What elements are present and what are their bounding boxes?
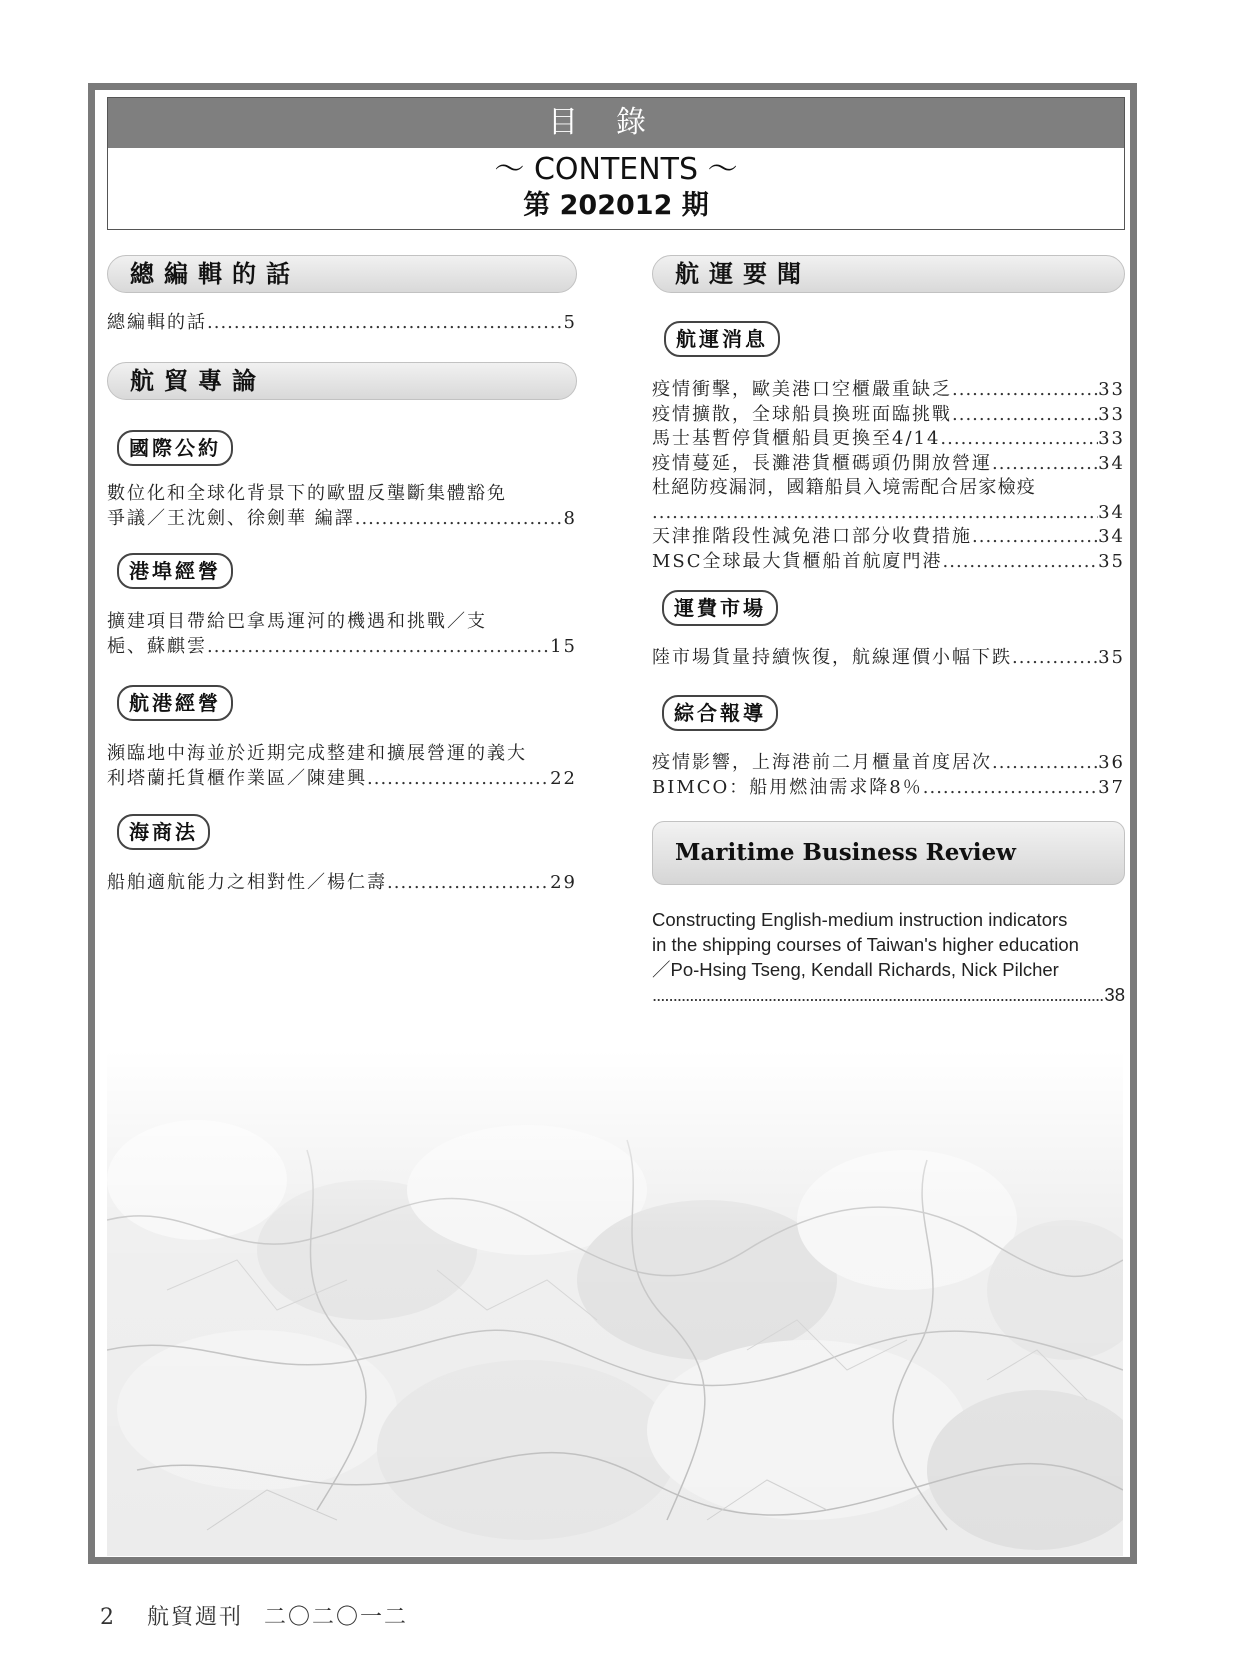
footer-date: 二〇二〇一二 (264, 1605, 409, 1630)
toc-entry[interactable]: 疫情擴散，全球船員換班面臨挑戰 ..... 33 (652, 403, 1125, 428)
toc-entry-english-medium-instruction[interactable]: Constructing English-medium instruction indicators in the shipping courses of Taiwan's higher education ／Po-Hsing Tseng, Kendall Richards, Nick Pilcher ..... 38 (652, 907, 1125, 1007)
general-reports-list (652, 750, 1125, 800)
section-editor-note: 總編輯的話 (107, 255, 577, 293)
toc-entry[interactable]: BIMCO：船用燃油需求降8％ ..... 37 (652, 775, 1125, 800)
toc-entry[interactable]: 疫情影響，上海港前二月櫃量首度居次 ..... 36 (652, 750, 1125, 775)
toc-entry[interactable]: 疫情蔓延，長灘港貨櫃碼頭仍開放營運 ..... 34 (652, 452, 1125, 477)
footer-publication: 航貿週刊 (147, 1605, 244, 1630)
toc-entry[interactable]: 天津推階段性減免港口部分收費措施 ..... 34 (652, 525, 1125, 550)
tag-port-operations: 港埠經營 (117, 553, 233, 589)
footer-page-number: 2 (100, 1605, 116, 1630)
toc-entry-seaworthiness[interactable]: 船舶適航能力之相對性／楊仁壽 ..... 29 (107, 870, 577, 895)
issue-number: 第 202012 期 (523, 190, 709, 221)
marble-background-image (107, 1050, 1123, 1556)
tag-general-reports: 綜合報導 (662, 695, 778, 731)
contents-title-en: ～ CONTENTS ～ (494, 152, 738, 187)
tag-freight-market: 運費市場 (662, 590, 778, 626)
toc-entry-freight-rates[interactable]: 陸市場貨量持續恢復，航線運價小幅下跌 ..... 35 (652, 645, 1125, 670)
toc-entry[interactable]: 疫情衝擊，歐美港口空櫃嚴重缺乏 ..... 33 (652, 378, 1125, 403)
toc-entry[interactable]: 馬士基暫停貨櫃船員更換至4/14 ..... 33 (652, 427, 1125, 452)
toc-entry-panama-canal[interactable]: 擴建項目帶給巴拿馬運河的機遇和挑戰／支 梔、蘇麒雲 ..... 15 (107, 609, 577, 659)
toc-entry-taranto-terminal[interactable]: 瀕臨地中海並於近期完成整建和擴展營運的義大 利塔蘭托貨櫃作業區／陳建興 ..... 22 (107, 741, 577, 791)
toc-entry[interactable]: 杜絕防疫漏洞，國籍船員入境需配合居家檢疫 ..... 34 (652, 476, 1125, 525)
page-footer (100, 1600, 408, 1631)
section-maritime-business-review: Maritime Business Review (652, 821, 1125, 885)
shipping-news-list (652, 378, 1125, 574)
section-commentary: 航貿專論 (107, 362, 577, 400)
contents-title-zh: 目錄 (108, 98, 1124, 148)
contents-header (107, 97, 1125, 230)
tag-shipping-port-management: 航港經營 (117, 685, 233, 721)
section-shipping-news: 航運要聞 (652, 255, 1125, 293)
tag-international-conventions: 國際公約 (117, 430, 233, 466)
tag-maritime-law: 海商法 (117, 814, 210, 850)
tag-shipping-news: 航運消息 (664, 321, 780, 357)
toc-entry-editor-note[interactable]: 總編輯的話 ..... 5 (107, 310, 577, 335)
toc-entry[interactable]: MSC全球最大貨櫃船首航廈門港 ..... 35 (652, 550, 1125, 575)
toc-entry-eu-antitrust[interactable]: 數位化和全球化背景下的歐盟反壟斷集體豁免 爭議／王沈劍、徐劍華 編譯 ..... 8 (107, 481, 577, 531)
